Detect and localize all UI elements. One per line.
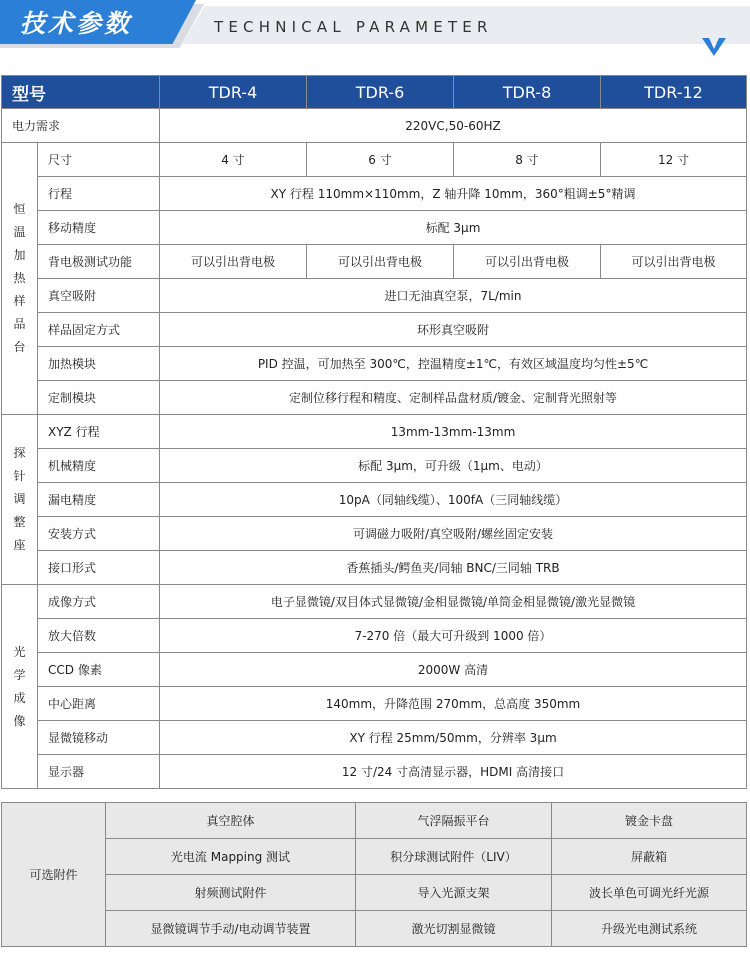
- row-label: 尺寸: [38, 143, 160, 177]
- cell-value: 可以引出背电极: [307, 245, 454, 279]
- table-row: [2, 279, 747, 313]
- model-tdr-12: TDR-12: [601, 76, 747, 109]
- row-label: 中心距离: [38, 687, 160, 721]
- row-value: 220VC,50-60HZ: [160, 109, 747, 143]
- row-label: 样品固定方式: [38, 313, 160, 347]
- row-label: 真空吸附: [38, 279, 160, 313]
- cell-value: 可以引出背电极: [454, 245, 601, 279]
- accessory-item: 激光切割显微镜: [356, 911, 552, 947]
- row-value: 标配 3μm: [160, 211, 747, 245]
- model-corner-label: 型号: [2, 76, 160, 109]
- row-label: 显微镜移动: [38, 721, 160, 755]
- accessory-item: 波长单色可调光纤光源: [552, 875, 747, 911]
- table-row: [2, 245, 747, 279]
- cell-value: 可以引出背电极: [601, 245, 747, 279]
- group-label-stage: 恒 温 加 热 样 品 台: [2, 143, 38, 415]
- row-value: 可调磁力吸附/真空吸附/螺丝固定安装: [160, 517, 747, 551]
- table-row: [2, 619, 747, 653]
- header-title: 技术参数: [20, 9, 133, 38]
- table-row: [2, 755, 747, 789]
- model-tdr-8: TDR-8: [454, 76, 601, 109]
- table-row: [2, 347, 747, 381]
- table-row: [2, 585, 747, 619]
- row-value: 13mm-13mm-13mm: [160, 415, 747, 449]
- row-label: 行程: [38, 177, 160, 211]
- row-value: 进口无油真空泵，7L/min: [160, 279, 747, 313]
- row-value: 140mm，升降范围 270mm，总高度 350mm: [160, 687, 747, 721]
- accessories-table: [1, 802, 747, 947]
- row-label: 漏电精度: [38, 483, 160, 517]
- accessory-item: 积分球测试附件（LIV）: [356, 839, 552, 875]
- table-row: [2, 211, 747, 245]
- table-row: [2, 839, 747, 875]
- accessory-item: 导入光源支架: [356, 875, 552, 911]
- table-row: [2, 313, 747, 347]
- cell-value: 可以引出背电极: [160, 245, 307, 279]
- accessory-item: 屏蔽箱: [552, 839, 747, 875]
- accessory-item: 显微镜调节手动/电动调节装置: [106, 911, 356, 947]
- row-value: 7-270 倍（最大可升级到 1000 倍）: [160, 619, 747, 653]
- model-header-row: [2, 76, 747, 109]
- table-row: [2, 415, 747, 449]
- table-row: [2, 687, 747, 721]
- table-row: [2, 911, 747, 947]
- group-label-optics: 光 学 成 像: [2, 585, 38, 789]
- row-value: XY 行程 110mm×110mm，Z 轴升降 10mm，360°粗调±5°精调: [160, 177, 747, 211]
- row-label: 机械精度: [38, 449, 160, 483]
- row-label: XYZ 行程: [38, 415, 160, 449]
- row-label: 定制模块: [38, 381, 160, 415]
- model-tdr-6: TDR-6: [307, 76, 454, 109]
- row-label: 加热模块: [38, 347, 160, 381]
- section-header: [0, 0, 750, 56]
- accessory-item: 气浮隔振平台: [356, 803, 552, 839]
- cell-value: 8 寸: [454, 143, 601, 177]
- table-row: [2, 551, 747, 585]
- row-value: 电子显微镜/双目体式显微镜/金相显微镜/单筒金相显微镜/激光显微镜: [160, 585, 747, 619]
- table-row: [2, 381, 747, 415]
- row-label: 放大倍数: [38, 619, 160, 653]
- row-value: 2000W 高清: [160, 653, 747, 687]
- row-value: 香蕉插头/鳄鱼夹/同轴 BNC/三同轴 TRB: [160, 551, 747, 585]
- group-label-probe: 探 针 调 整 座: [2, 415, 38, 585]
- row-value: 环形真空吸附: [160, 313, 747, 347]
- row-label: 移动精度: [38, 211, 160, 245]
- accessory-item: 升级光电测试系统: [552, 911, 747, 947]
- row-value: PID 控温，可加热至 300℃，控温精度±1℃，有效区域温度均匀性±5℃: [160, 347, 747, 381]
- cell-value: 6 寸: [307, 143, 454, 177]
- row-label: 成像方式: [38, 585, 160, 619]
- accessory-item: 射频测试附件: [106, 875, 356, 911]
- table-row: [2, 143, 747, 177]
- header-subtitle: TECHNICAL PARAMETER: [214, 18, 493, 36]
- row-value: 12 寸/24 寸高清显示器，HDMI 高清接口: [160, 755, 747, 789]
- row-value: 10pA（同轴线缆）、100fA（三同轴线缆）: [160, 483, 747, 517]
- table-row: [2, 449, 747, 483]
- accessory-item: 真空腔体: [106, 803, 356, 839]
- accessory-item: 光电流 Mapping 测试: [106, 839, 356, 875]
- table-row: [2, 721, 747, 755]
- table-row: [2, 517, 747, 551]
- chevron-down-icon: [700, 36, 728, 58]
- spec-table: [1, 75, 747, 789]
- table-row: [2, 177, 747, 211]
- row-label: 背电极测试功能: [38, 245, 160, 279]
- row-label: 接口形式: [38, 551, 160, 585]
- cell-value: 4 寸: [160, 143, 307, 177]
- row-label: 电力需求: [2, 109, 160, 143]
- accessories-label: 可选附件: [2, 803, 106, 947]
- cell-value: 12 寸: [601, 143, 747, 177]
- table-row: [2, 109, 747, 143]
- table-row: [2, 803, 747, 839]
- accessory-item: 镀金卡盘: [552, 803, 747, 839]
- model-tdr-4: TDR-4: [160, 76, 307, 109]
- row-value: 标配 3μm，可升级（1μm、电动）: [160, 449, 747, 483]
- row-value: XY 行程 25mm/50mm，分辨率 3μm: [160, 721, 747, 755]
- row-label: CCD 像素: [38, 653, 160, 687]
- table-row: [2, 483, 747, 517]
- table-row: [2, 653, 747, 687]
- row-value: 定制位移行程和精度、定制样品盘材质/镀金、定制背光照射等: [160, 381, 747, 415]
- row-label: 显示器: [38, 755, 160, 789]
- row-label: 安装方式: [38, 517, 160, 551]
- table-row: [2, 875, 747, 911]
